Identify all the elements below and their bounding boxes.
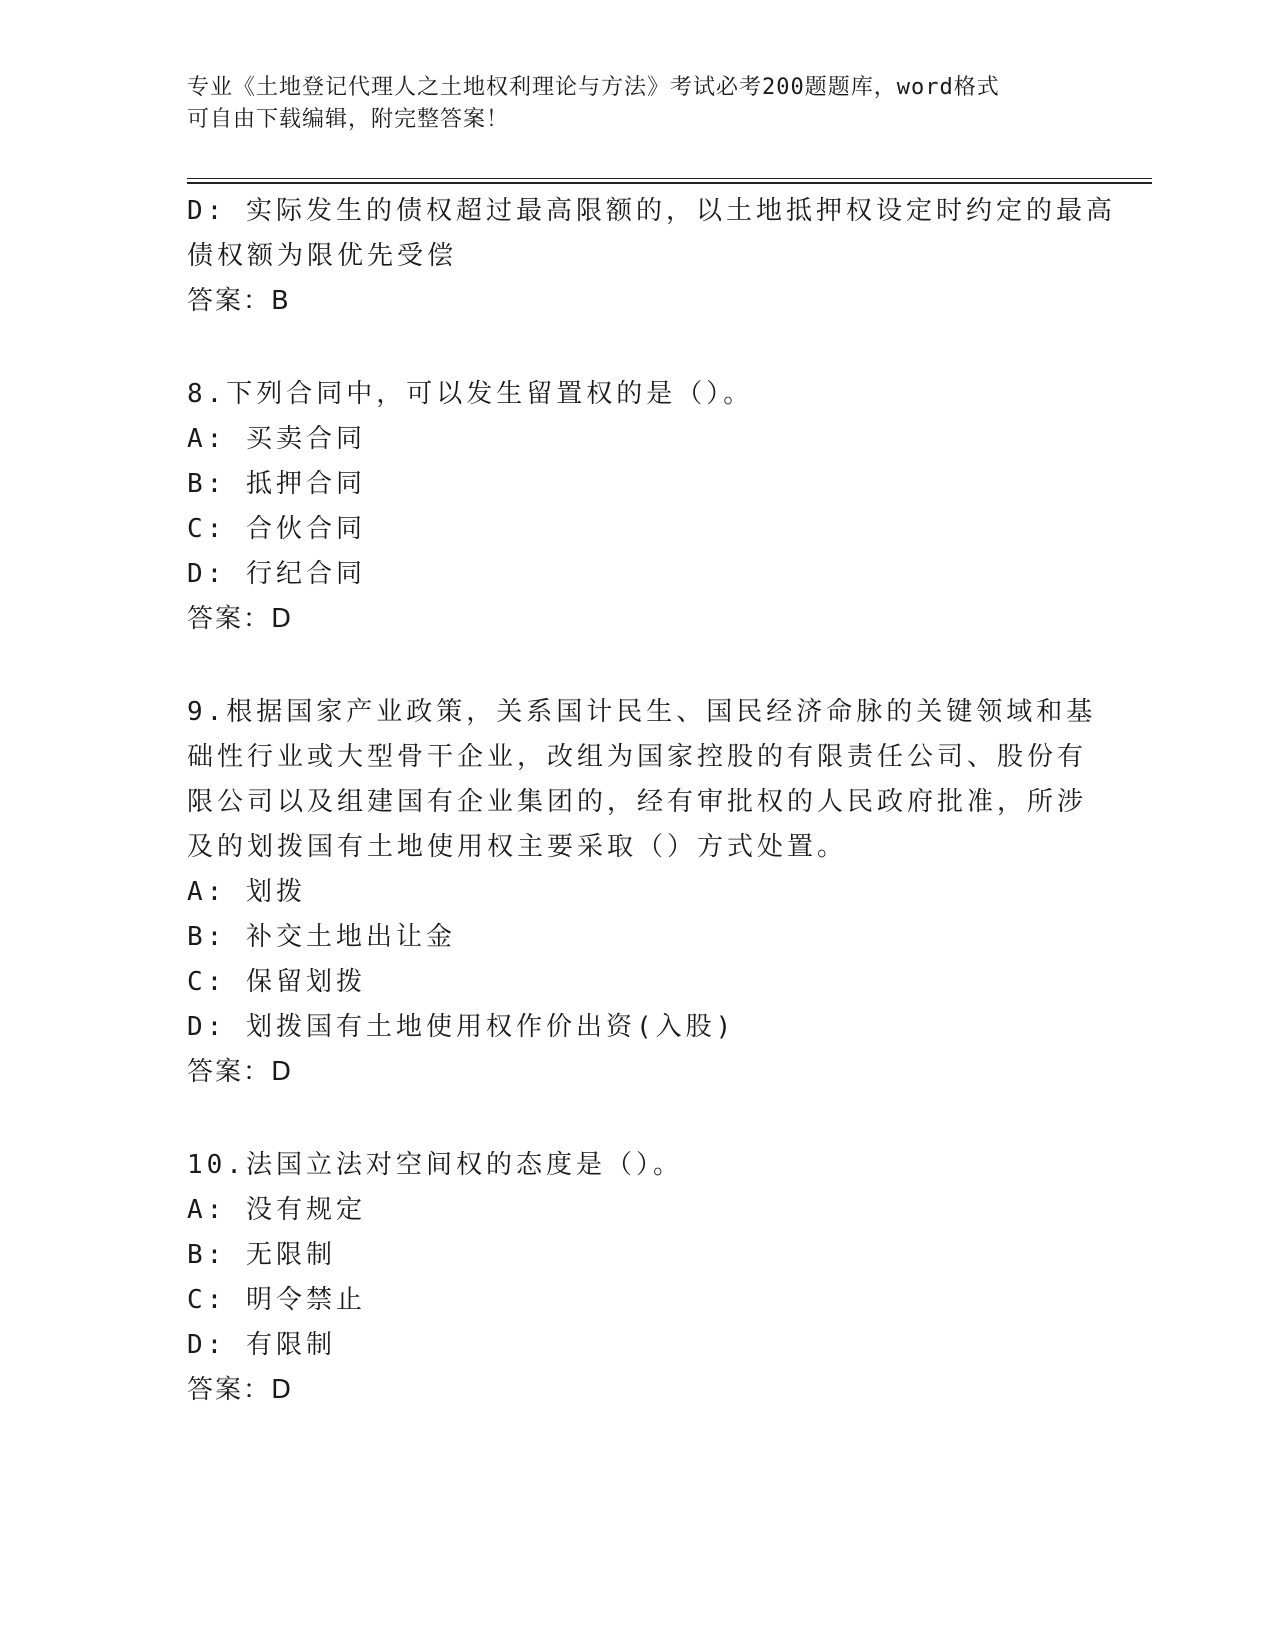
question-8 [187,372,1087,642]
option-b: B: 抵押合同 [187,469,366,499]
answer: 答案：D [187,1375,294,1405]
question-stem: 9.根据国家产业政策，关系国计民生、国民经济命脉的关键领域和基 [187,697,1097,727]
option-b: B: 补交土地出让金 [187,922,456,952]
question-stem: 8.下列合同中，可以发生留置权的是（）。 [187,379,754,409]
option-a: A: 没有规定 [187,1195,366,1225]
document-body [187,189,1116,1413]
option-d: D: 实际发生的债权超过最高限额的，以土地抵押权设定时约定的最高 [187,196,1116,226]
option-c: C: 合伙合同 [187,514,366,544]
question-stem-line-4: 及的划拨国有土地使用权主要采取（）方式处置。 [187,832,848,862]
option-d: D: 行纪合同 [187,559,366,589]
answer: 答案：D [187,1057,294,1087]
option-d: D: 划拨国有土地使用权作价出资(入股) [187,1012,736,1042]
question-stem: 10.法国立法对空间权的态度是（）。 [187,1150,683,1180]
option-d-continued: 债权额为限优先受偿 [187,241,458,271]
header-line-1: 专业《土地登记代理人之土地权利理论与方法》考试必考200题题库，word格式 [187,75,1000,100]
option-a: A: 买卖合同 [187,424,366,454]
option-c: C: 明令禁止 [187,1285,366,1315]
option-d: D: 有限制 [187,1330,336,1360]
header-divider-bottom [187,182,1152,184]
question-10 [187,1143,1087,1413]
answer: 答案：D [187,604,294,634]
header-divider-top [187,178,1152,179]
header-line-2: 可自由下载编辑，附完整答案！ [187,107,510,132]
answer: 答案：B [187,286,291,316]
carryover-question [187,189,1116,324]
question-9 [187,690,1097,1095]
option-b: B: 无限制 [187,1240,336,1270]
document-header [187,72,1067,136]
option-a: A: 划拨 [187,877,306,907]
question-stem-line-2: 础性行业或大型骨干企业，改组为国家控股的有限责任公司、股份有 [187,742,1088,772]
question-stem-line-3: 限公司以及组建国有企业集团的，经有审批权的人民政府批准，所涉 [187,787,1088,817]
option-c: C: 保留划拨 [187,967,366,997]
